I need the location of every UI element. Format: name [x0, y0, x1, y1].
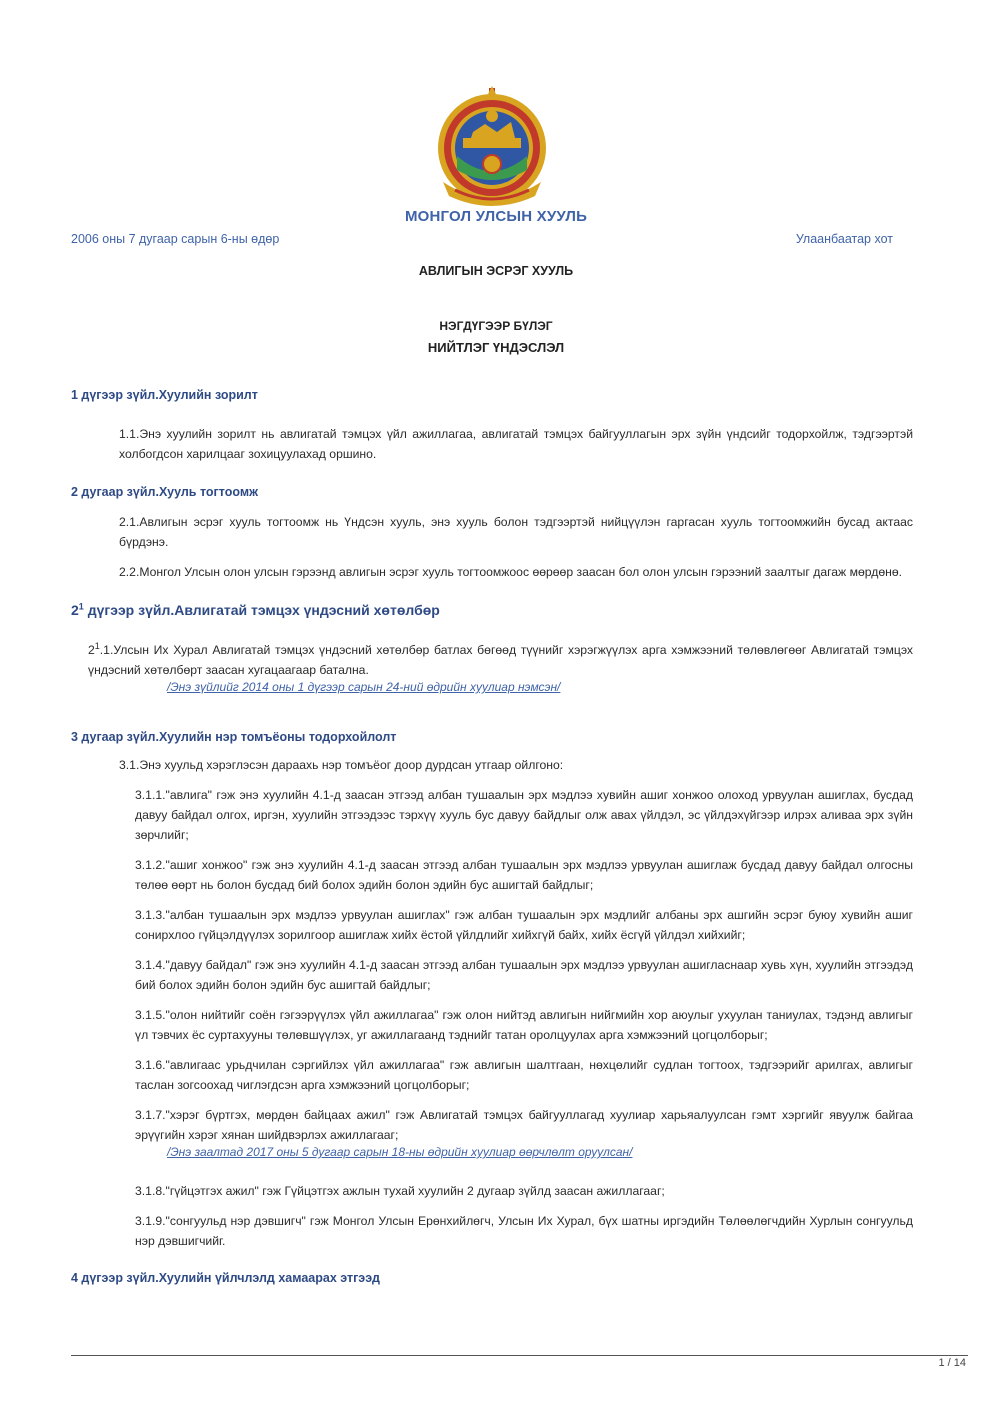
article-3-1-7-amendment-note[interactable]: /Энэ заалтад 2017 оны 5 дугаар сарын 18-ны өдрийн хуулиар өөрчлөлт оруулсан/ — [167, 1145, 633, 1159]
article-2-1-p-text: .1.Улсын Их Хурал Авлигатай тэмцэх үндэсний хөтөлбөр батлах бөгөөд түүнийг хэрэгжүүлэх арга хэмжээний төлөвлөгөөг Авлигатай тэмцэх үндэсний хөтөлбөрт заасан хугацаагаар батална. — [88, 643, 913, 677]
article-3-item: 3.1.8."гүйцэтгэх ажил" гэж Гүйцэтгэх ажлын тухай хуулийн 2 дугаар зүйлд заасан ажиллагааг; — [135, 1184, 665, 1198]
article-3-item: 3.1.6."авлигаас урьдчилан сэргийлэх үйл ажиллагаа" гэж авлигын шалтгаан, нөхцөлийг судлан тогтоох, тэдгээрийг арилгах, авлигыг таслан зогсоохад чиглэгдсэн арга хэмжээний цогцолборыг; — [135, 1058, 913, 1092]
law-caption: МОНГОЛ УЛСЫН ХУУЛЬ — [404, 208, 588, 225]
article-2-1-paragraph — [71, 640, 913, 680]
chapter-number: НЭГДҮГЭЭР БҮЛЭГ — [439, 319, 553, 333]
article-3-item: 3.1.3."албан тушаалын эрх мэдлээ урвуулан ашиглах" гэж албан тушаалын эрх мэдлийг албаны эрх ашгийн эсрэг буюу хувийн ашиг сонирхлоо гүйцэлдүүлэх зорилгоор ашиглаж хийх ёстой үйлдлийг хийхгүй байх, хийх ёсгүй үйлдэл хийхийг; — [135, 908, 913, 942]
article-1-heading: 1 дүгээр зүйл.Хуулийн зорилт — [71, 388, 258, 402]
article-3-item: 3.1.1."авлига" гэж энэ хуулийн 4.1-д заасан этгээд албан тушаалын эрх мэдлээ хувийн ашиг хонжоо олоход урвуулан ашиглах, бусдад давуу байдал олгох, иргэн, хуулийн этгээдээс тэрхүү хууль бус давуу байдлыг олж авах үйлдэл, эс үйлдэхүйгээр илрэх аливаа эрх зүйн зөрчлийг; — [135, 788, 913, 842]
article-2-paragraph-1: 2.1.Авлигын эсрэг хууль тогтоомж нь Үндсэн хууль, энэ хууль болон тэдгээртэй нийцүүлэн гаргасан хууль тогтоомжийн бусад актаас бүрдэнэ. — [119, 515, 913, 549]
article-2-1-heading-num: 2 — [71, 602, 79, 618]
chapter-heading — [0, 316, 992, 358]
article-2-paragraph-2: 2.2.Монгол Улсын олон улсын гэрээнд авлигын эсрэг хууль тогтоомжоос өөрөөр заасан бол олон улсын гэрээний заалтыг дагаж мөрдөнө. — [119, 565, 903, 579]
article-3-heading: 3 дугаар зүйл.Хуулийн нэр томъёоны тодорхойлолт — [71, 730, 397, 744]
article-2-1-amendment-note[interactable]: /Энэ зүйлийг 2014 оны 1 дүгээр сарын 24-ний өдрийн хуулиар нэмсэн/ — [167, 680, 561, 694]
footer-divider — [71, 1355, 968, 1356]
article-3-item: 3.1.7."хэрэг бүртгэх, мөрдөн байцаах ажил" гэж Авлигатай тэмцэх байгууллагад хуулиар харьяалуулсан гэмт хэргийг явуулж байгаа эрүүгийн хэрэг хянан шийдвэрлэх ажиллагааг; — [135, 1108, 913, 1142]
article-2-1-p-sup: 1 — [94, 640, 100, 651]
city: Улаанбаатар хот — [795, 232, 893, 246]
article-2-1-heading-text: дүгээр зүйл.Авлигатай тэмцэх үндэсний хөтөлбөр — [83, 602, 440, 618]
article-3-item: 3.1.4."давуу байдал" гэж энэ хуулийн 4.1-д заасан этгээд албан тушаалын эрх мэдлээ урвуулан ашигласнаар хувь хүн, хуулийн этгээдэд бий болох эдийн болон эдийн бус ашигтай байдлыг; — [135, 958, 913, 992]
article-3-intro: 3.1.Энэ хуульд хэрэглэсэн дараахь нэр томъёог доор дурдсан утгаар ойлгоно: — [119, 758, 564, 772]
adoption-date: 2006 оны 7 дугаар сарын 6-ны өдөр — [71, 232, 280, 246]
law-body — [71, 388, 913, 1285]
article-2-1-heading-sup: 1 — [78, 601, 84, 612]
article-4-heading: 4 дүгээр зүйл.Хуулийн үйлчлэлд хамаарах этгээд — [71, 1271, 380, 1285]
date-line — [71, 232, 893, 246]
article-3-item: 3.1.9."сонгуульд нэр дэвшигч" гэж Монгол Улсын Ерөнхийлөгч, Улсын Их Хурал, бүх шатны иргэдийн Төлөөлөгчдийн Хурлын сонгуульд нэр дэвшигчийг. — [135, 1214, 913, 1248]
chapter-title: НИЙТЛЭГ ҮНДЭСЛЭЛ — [427, 340, 565, 355]
article-2-1-heading — [71, 602, 913, 618]
article-2-heading: 2 дугаар зүйл.Хууль тогтоомж — [71, 485, 258, 499]
law-title: АВЛИГЫН ЭСРЭГ ХУУЛЬ — [418, 264, 574, 278]
article-1-paragraph: 1.1.Энэ хуулийн зорилт нь авлигатай тэмцэх үйл ажиллагаа, авлигатай тэмцэх байгууллагын эрх зүйн үндсийг тодорхойлж, тэдгээртэй холбогдсон харилцааг зохицуулахад оршино. — [119, 427, 913, 461]
page-number: 1 / 14 — [938, 1357, 966, 1369]
article-2-1-p-num: 2 — [88, 643, 95, 657]
article-3-item: 3.1.5."олон нийтийг соён гэгээрүүлэх үйл ажиллагаа" гэж олон нийтэд авлигын нийгмийн хор аюулыг ухуулан таниулах, тэдэнд авлигыг үл тэвчих ёс суртахууны төлөвшүүлэх, уг ажиллагаанд тэднийг татан оролцуулах арга хэмжээний цогцолборыг; — [135, 1008, 913, 1042]
article-3-item: 3.1.2."ашиг хонжоо" гэж энэ хуулийн 4.1-д заасан этгээд албан тушаалын эрх мэдлээ урвуулан ашиглаж бусдад давуу байдал олгосны төлөө өөрт нь болон бусдад бий болох эдийн болон эдийн бус ашигтай байдлыг; — [135, 858, 913, 892]
state-emblem-icon — [435, 86, 549, 210]
